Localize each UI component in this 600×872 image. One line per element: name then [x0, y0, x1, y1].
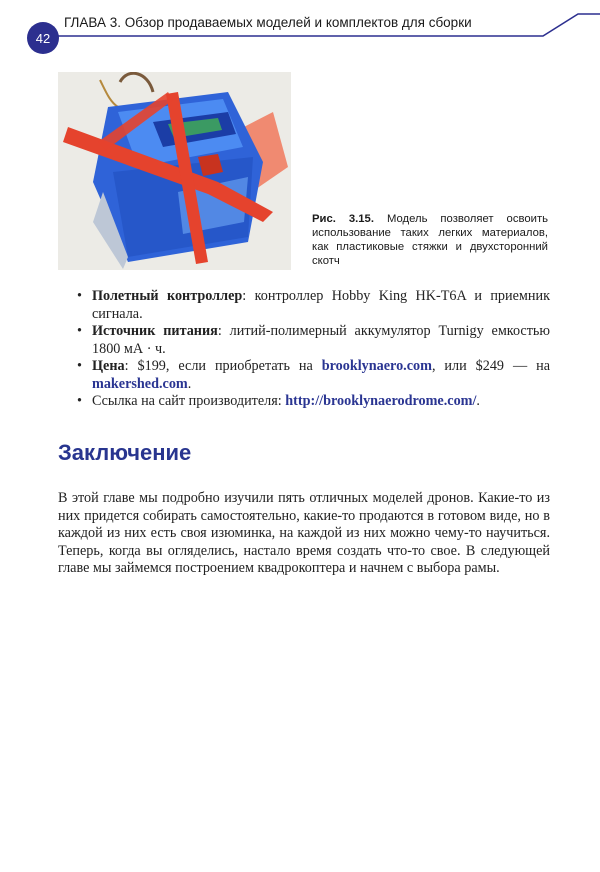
spec-separator: : [242, 288, 255, 304]
manufacturer-link[interactable]: http://brooklynaerodrome.com/ [285, 393, 477, 409]
spec-term: Цена [92, 358, 125, 374]
spec-text: . [187, 375, 192, 392]
caption-text: Модель позволяет освоить использование таких легких материалов, как пластиковые стяжки и двухсторонний скотч [312, 213, 548, 267]
spec-text: $199, если приобретать на [137, 358, 322, 374]
brooklynaero-link[interactable]: brooklynaero.com [321, 358, 432, 374]
bullet-icon: • [77, 288, 82, 304]
spec-text: , или $249 — на [431, 358, 551, 374]
spec-separator: : [124, 358, 138, 374]
spec-term: Полетный контроллер [92, 288, 243, 304]
makershed-link[interactable]: makershed.com [92, 375, 188, 392]
specs-list [75, 288, 550, 411]
spec-separator: : [217, 323, 230, 339]
spec-text: контроллер Hobby King HK-T6A и приемник сигнала. [92, 288, 550, 322]
spec-term: Источник питания [92, 323, 218, 339]
bullet-icon: • [77, 358, 82, 374]
page-number: 42 [27, 22, 59, 54]
conclusion-paragraph: В этой главе мы подробно изучили пять отличных моделей дронов. Какие-то из них придется собирать самостоятельно, какие-то продаются в готовом виде, но в каждой из них есть своя изюминка, на каждой из них можно чему-то научиться. Теперь, когда вы огляделись, настало время создать что-то свое. В следующей главе мы займемся построением квадрокоптера и начнем с выбора рамы. [58, 490, 550, 576]
chapter-title: ГЛАВА 3. Обзор продаваемых моделей и комплектов для сборки [64, 15, 472, 30]
caption-label: Рис. 3.15. [312, 213, 374, 225]
bullet-icon: • [77, 393, 82, 409]
list-item [75, 358, 550, 393]
spec-text: литий-полимерный аккумулятор Turnigy емкостью 1800 мА · ч. [92, 323, 550, 357]
section-heading: Заключение [58, 440, 192, 465]
spec-text: Ссылка на сайт производителя: [92, 393, 286, 409]
list-item [75, 288, 550, 323]
page-header [0, 0, 600, 46]
list-item [75, 323, 550, 358]
spec-text: . [476, 393, 480, 409]
servo-photo-icon [58, 72, 291, 270]
bullet-icon: • [77, 323, 82, 339]
list-item [75, 393, 550, 411]
figure-caption [312, 212, 548, 268]
figure-photo [58, 72, 291, 270]
